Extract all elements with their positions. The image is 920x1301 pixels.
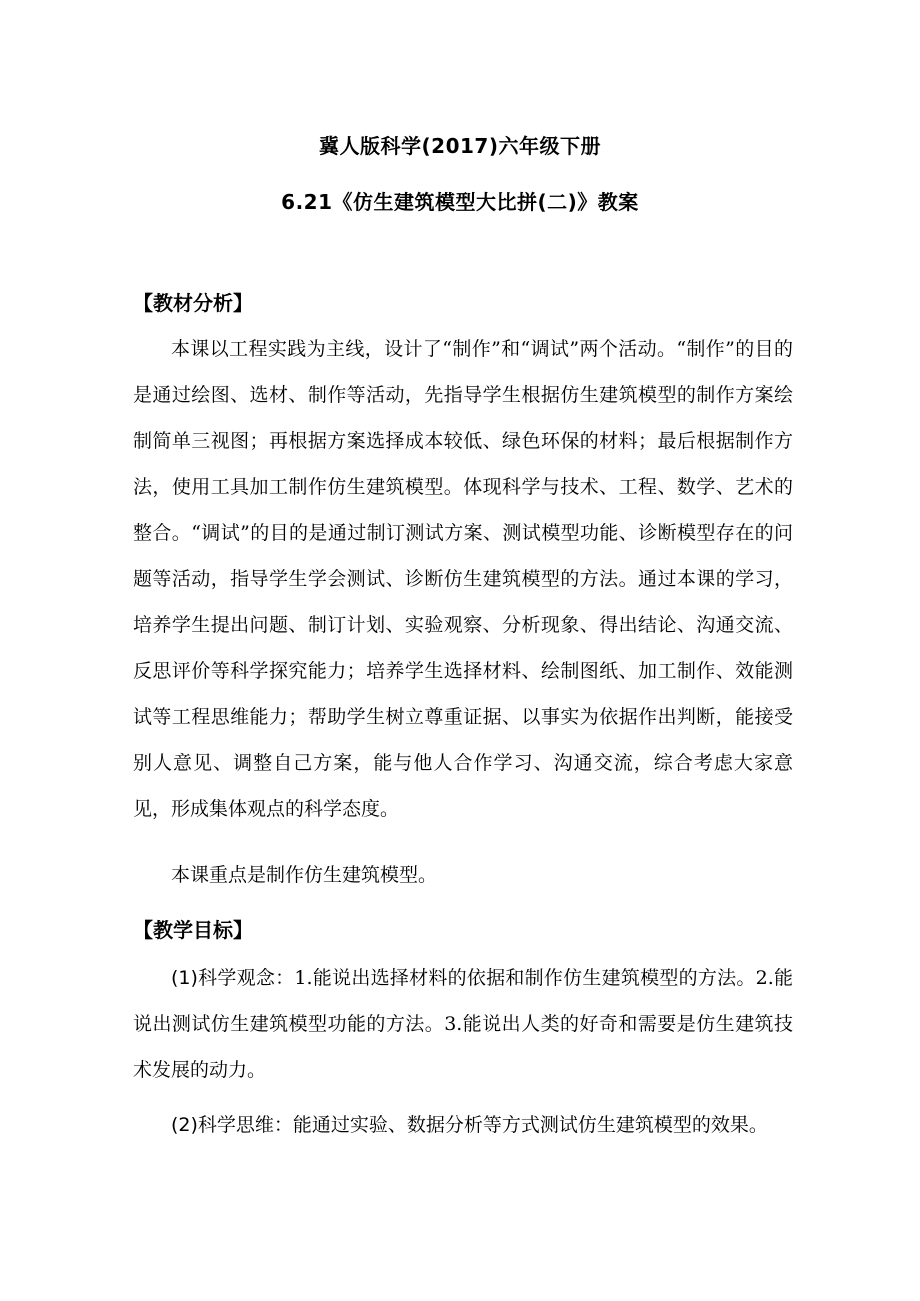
document-subtitle: 6.21《仿生建筑模型大比拼(二)》教案 xyxy=(281,190,639,214)
goal-item-science-thinking xyxy=(133,1102,793,1148)
lesson-focus-paragraph: 本课重点是制作仿生建筑模型。 xyxy=(171,864,438,886)
textbook-analysis-paragraph: 本课以工程实践为主线，设计了“制作”和“调试”两个活动。“制作”的目的是通过绘图、选材、制作等活动，先指导学生根据仿生建筑模型的制作方案绘制简单三视图；再根据方案选择成本较低、绿色环保的材料；最后根据制作方法，使用工具加工制作仿生建筑模型。体现科学与技术、工程、数学、艺术的整合。“调试”的目的是通过制订测试方案、测试模型功能、诊断模型存在的问题等活动，指导学生学会测试、诊断仿生建筑模型的方法。通过本课的学习，培养学生提出问题、制订计划、实验观察、分析现象、得出结论、沟通交流、反思评价等科学探究能力；培养学生选择材料、绘制图纸、加工制作、效能测试等工程思维能力；帮助学生树立尊重证据、以事实为依据作出判断，能接受别人意见、调整自己方案，能与他人合作学习、沟通交流，综合考虑大家意见，形成集体观点的科学态度。 xyxy=(133,338,793,820)
goal-item-number: (2) xyxy=(171,1114,198,1136)
goal-item-science-concept xyxy=(133,955,793,1093)
document-title: 冀人版科学(2017)六年级下册 xyxy=(319,134,601,158)
goal-item-text: 科学思维：能通过实验、数据分析等方式测试仿生建筑模型的效果。 xyxy=(197,1114,768,1136)
goal-item-text: 科学观念：1.能说出选择材料的依据和制作仿生建筑模型的方法。2.能说出测试仿生建筑模型功能的方法。3.能说出人类的好奇和需要是仿生建筑技术发展的动力。 xyxy=(133,967,793,1081)
goal-item-number: (1) xyxy=(171,967,198,989)
section-heading-textbook-analysis: 【教材分析】 xyxy=(133,291,253,315)
section-heading-teaching-goals: 【教学目标】 xyxy=(133,918,253,942)
